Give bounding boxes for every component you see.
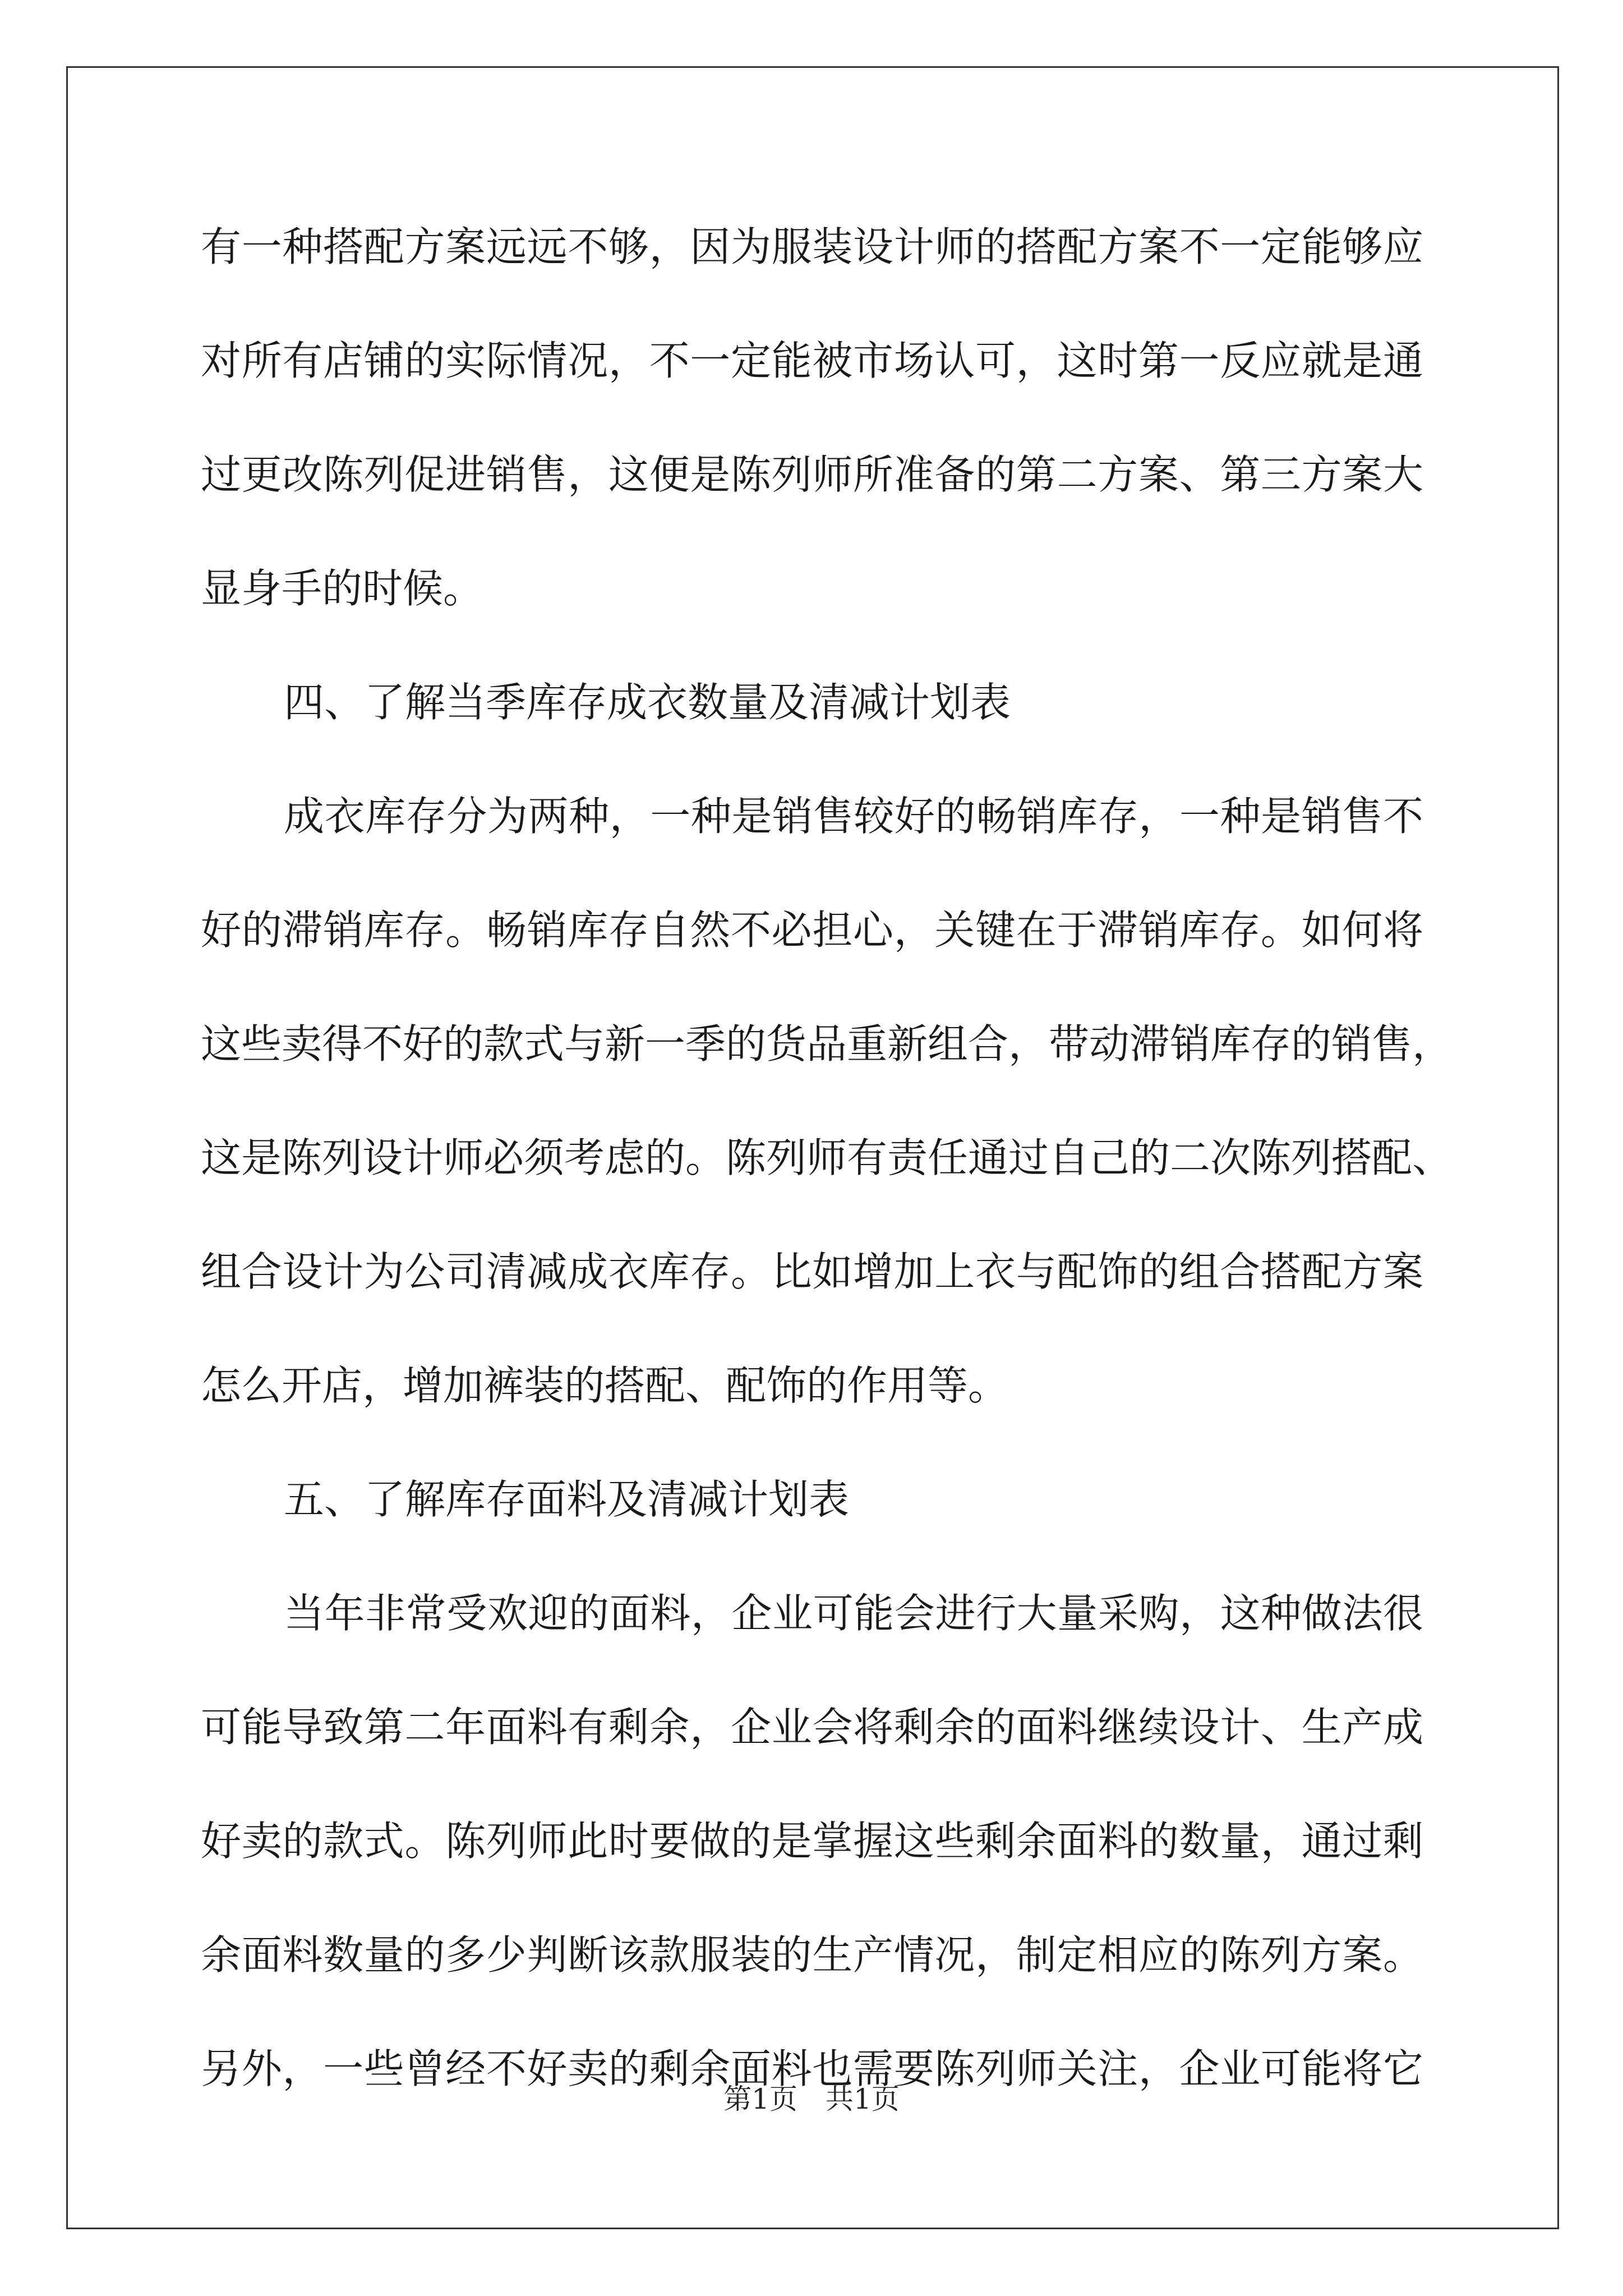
text-line: 可能导致第二年面料有剩余，企业会将剩余的面料继续设计、生产成 bbox=[201, 1704, 1423, 1751]
text-line: 这些卖得不好的款式与新一季的货品重新组合，带动滞销库存的销售， bbox=[201, 1020, 1453, 1068]
text-line: 怎么开店，增加裤装的搭配、配饰的作用等。 bbox=[201, 1362, 1009, 1409]
section-heading: 四、了解当季库存成衣数量及清减计划表 bbox=[284, 679, 1011, 726]
text-line: 显身手的时候。 bbox=[201, 565, 484, 612]
text-line: 另外，一些曾经不好卖的剩余面料也需要陈列师关注，企业可能将它 bbox=[201, 2045, 1423, 2092]
text-line: 组合设计为公司清减成衣库存。比如增加上衣与配饰的组合搭配方案 bbox=[201, 1248, 1423, 1295]
text-line: 成衣库存分为两种，一种是销售较好的畅销库存，一种是销售不 bbox=[284, 793, 1423, 840]
page-footer: 第1页 共1页 bbox=[723, 2083, 900, 2115]
text-line: 好卖的款式。陈列师此时要做的是掌握这些剩余面料的数量，通过剩 bbox=[201, 1818, 1423, 1865]
section-heading: 五、了解库存面料及清减计划表 bbox=[284, 1476, 850, 1523]
text-line: 这是陈列设计师必须考虑的。陈列师有责任通过自己的二次陈列搭配、 bbox=[201, 1134, 1453, 1181]
text-line: 好的滞销库存。畅销库存自然不必担心，关键在于滞销库存。如何将 bbox=[201, 907, 1423, 954]
text-line: 当年非常受欢迎的面料，企业可能会进行大量采购，这种做法很 bbox=[284, 1590, 1423, 1637]
text-line: 对所有店铺的实际情况，不一定能被市场认可，这时第一反应就是通 bbox=[201, 337, 1423, 384]
text-line: 过更改陈列促进销售，这便是陈列师所准备的第二方案、第三方案大 bbox=[201, 451, 1423, 498]
text-line: 余面料数量的多少判断该款服装的生产情况，制定相应的陈列方案。 bbox=[201, 1931, 1423, 1978]
text-line: 有一种搭配方案远远不够，因为服装设计师的搭配方案不一定能够应 bbox=[201, 223, 1423, 270]
